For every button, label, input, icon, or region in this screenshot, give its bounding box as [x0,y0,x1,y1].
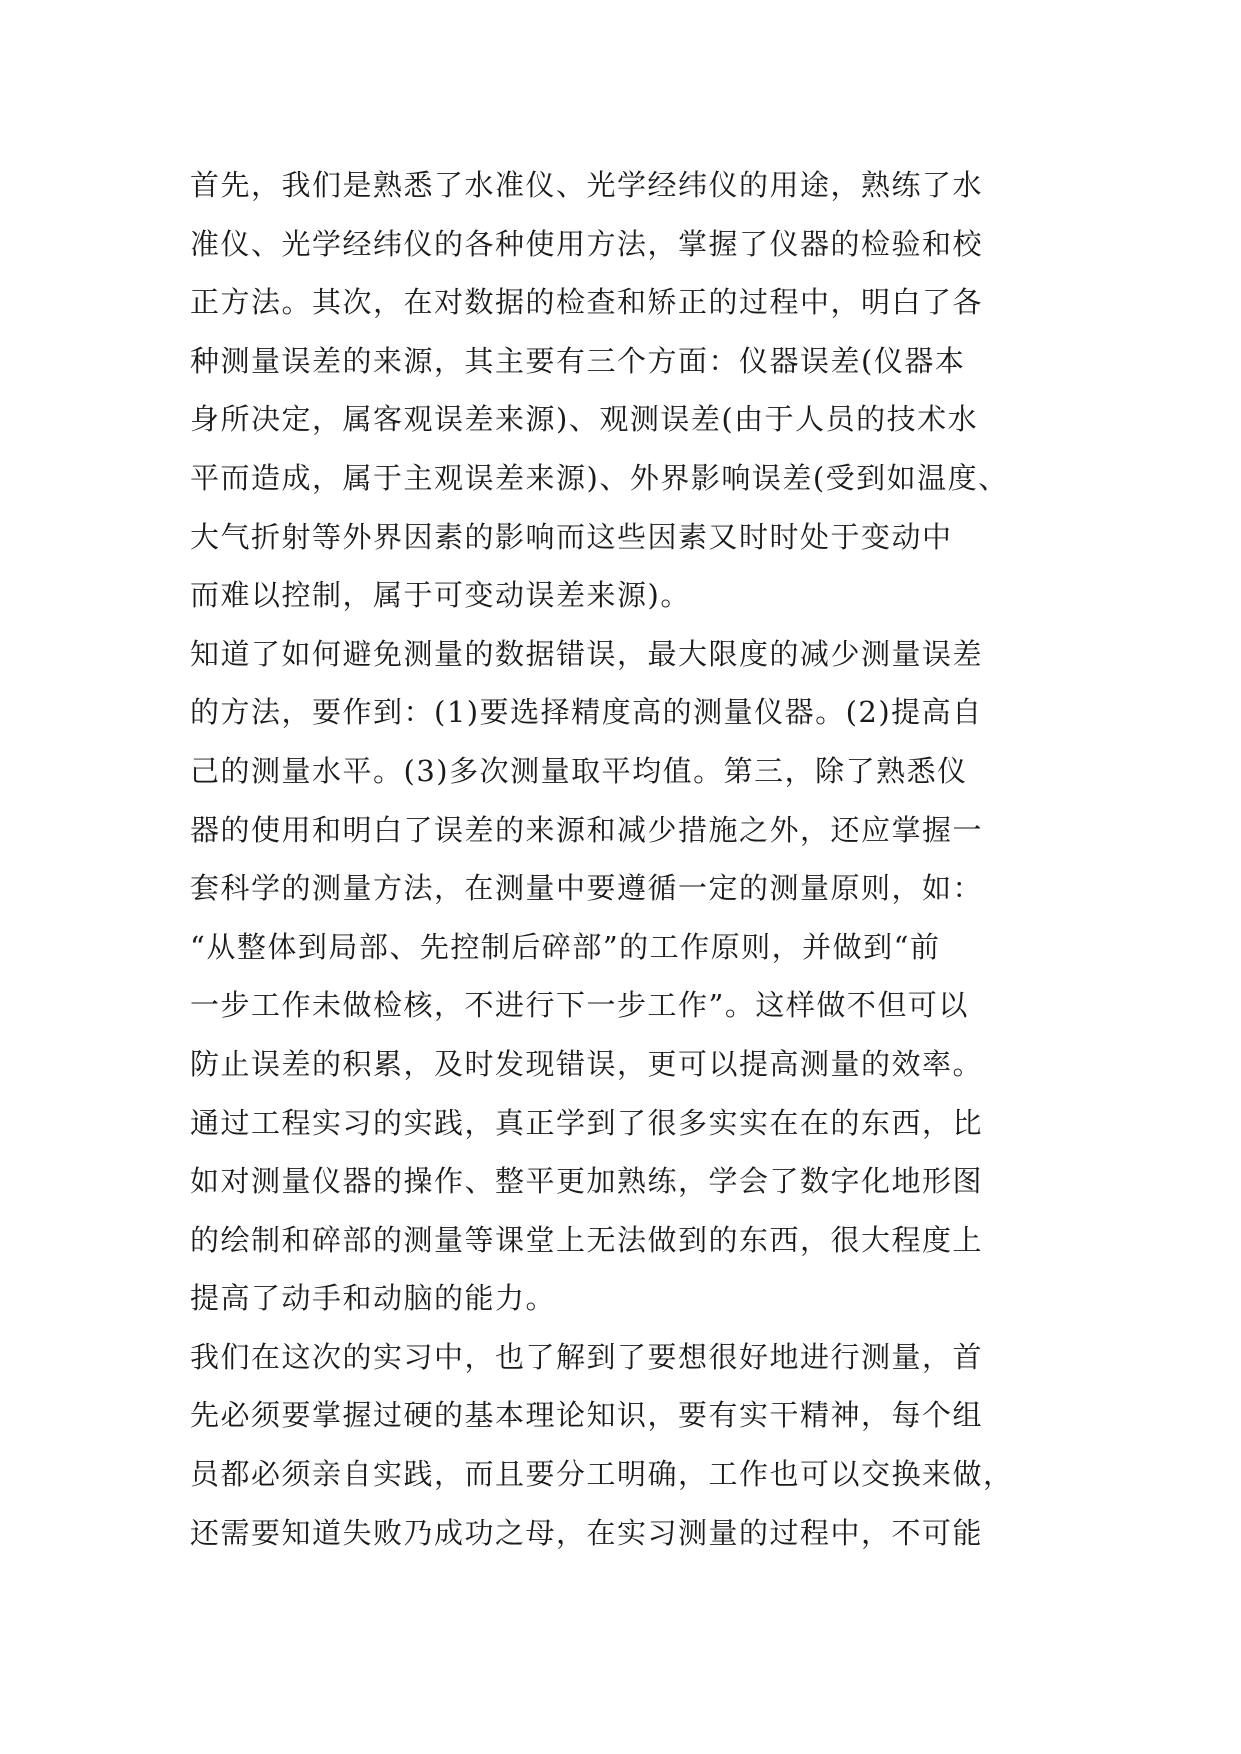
text-line: 正方法。其次，在对数据的检查和矫正的过程中，明白了各 [190,285,984,320]
text-line: 器的使用和明白了误差的来源和减少措施之外，还应掌握一 [190,812,984,847]
text-line: 员都必须亲自实践，而且要分工明确，工作也可以交换来做， [190,1457,1014,1492]
text-line: 的绘制和碎部的测量等课堂上无法做到的东西，很大程度上 [190,1222,984,1257]
text-line: 提高了动手和动脑的能力。 [190,1281,557,1316]
text-line: 首先，我们是熟悉了水准仪、光学经纬仪的用途，熟练了水 [190,168,984,202]
text-line: 套科学的测量方法，在测量中要遵循一定的测量原则，如： [190,871,984,906]
text-line: 知道了如何避免测量的数据错误，最大限度的减少测量误差 [190,636,984,671]
text-line: 大气折射等外界因素的影响而这些因素又时时处于变动中 [190,519,953,554]
text-line: 准仪、光学经纬仪的各种使用方法，掌握了仪器的检验和校 [190,226,984,261]
text-line: 种测量误差的来源，其主要有三个方面：仪器误差(仪器本 [190,343,966,378]
text-line: 防止误差的积累，及时发现错误，更可以提高测量的效率。 [190,1046,984,1081]
document-body [190,156,1070,1562]
text-line: “从整体到局部、先控制后碎部”的工作原则，并做到“前 [190,929,941,964]
text-line: 平而造成，属于主观误差来源)、外界影响误差(受到如温度、 [190,460,1009,495]
text-line: 还需要知道失败乃成功之母，在实习测量的过程中，不可能 [190,1515,984,1550]
text-line: 身所决定，属客观误差来源)、观测误差(由于人员的技术水 [190,402,979,437]
text-line: 一步工作未做检核，不进行下一步工作”。这样做不但可以 [190,988,969,1023]
text-line: 如对测量仪器的操作、整平更加熟练，学会了数字化地形图 [190,1164,984,1199]
text-line: 通过工程实习的实践，真正学到了很多实实在在的东西，比 [190,1105,984,1140]
text-line: 我们在这次的实习中，也了解到了要想很好地进行测量，首 [190,1339,984,1374]
text-line: 己的测量水平。(3)多次测量取平均值。第三，除了熟悉仪 [190,753,968,788]
text-line: 的方法，要作到：(1)要选择精度高的测量仪器。(2)提高自 [190,695,983,730]
text-line: 而难以控制，属于可变动误差来源)。 [190,578,691,613]
text-line: 先必须要掌握过硬的基本理论知识，要有实干精神，每个组 [190,1398,984,1433]
